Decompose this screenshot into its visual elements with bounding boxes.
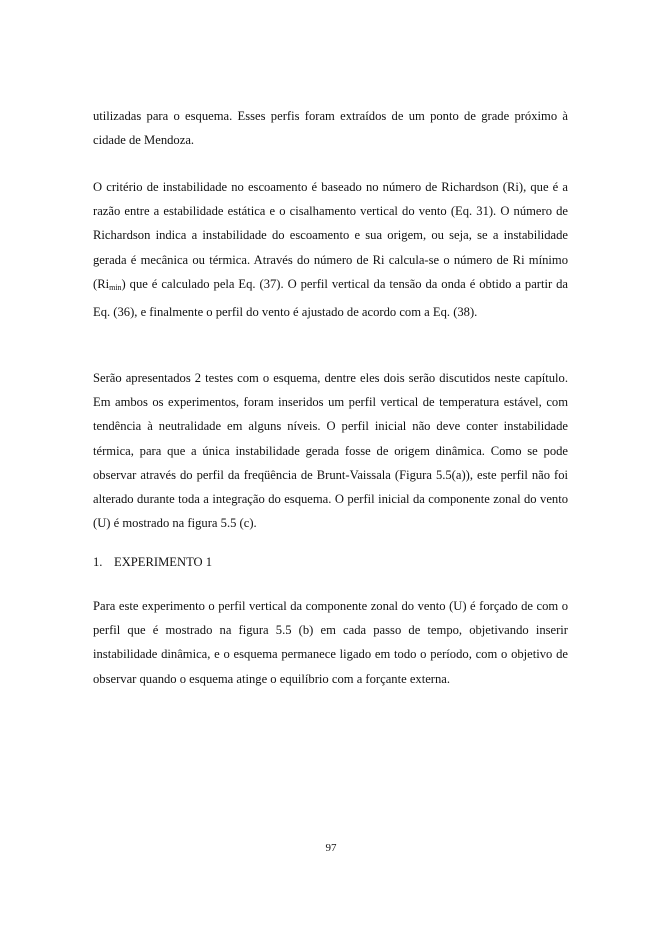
section-number: 1. [93, 555, 103, 569]
section-heading [93, 550, 212, 574]
paragraph-experiment-1 [93, 594, 568, 691]
paragraph-text: utilizadas para o esquema. Esses perfis foram extraídos de um ponto de grade próximo à cidade de Mendoza. [93, 109, 568, 148]
paragraph-mendoza-profiles [93, 104, 568, 152]
paragraph-text-part: ) que é calculado pela Eq. (37). O perfil vertical da tensão da onda é obtido a partir da Eq. (36), e finalmente o perfil do vento é ajustado de acordo com a Eq. (38). [93, 276, 568, 320]
paragraph-richardson-criterion [93, 175, 568, 324]
subscript-min: min [109, 282, 122, 292]
section-title: EXPERIMENTO 1 [114, 555, 213, 569]
paragraph-text: Serão apresentados 2 testes com o esquema, dentre eles dois serão discutidos neste capítulo. Em ambos os experimentos, foram inseridos um perfil vertical de temperatura estável, com tendência à neutralidade em alguns níveis. O perfil inicial não deve conter instabilidade térmica, para que a única instabilidade gerada fosse de origem dinâmica. Como se pode observar através do perfil da freqüência de Brunt-Vaissala (Figura 5.5(a)), este perfil não foi alterado durante toda a integração do esquema. O perfil inicial da componente zonal do vento (U) é mostrado na figura 5.5 (c). [93, 371, 568, 531]
paragraph-text-part: O critério de instabilidade no escoamento é baseado no número de Richardson (Ri), que é a razão entre a estabilidade estática e o cisalhamento vertical do vento (Eq. 31). O número de Richardson indica a instabilidade do escoamento e sua origem, ou seja, se a instabilidade gerada é mecânica ou térmica. Através do número de Ri calcula-se o número de Ri mínimo (Ri [93, 180, 568, 291]
paragraph-text: Para este experimento o perfil vertical da componente zonal do vento (U) é forçado de com o perfil que é mostrado na figura 5.5 (b) em cada passo de tempo, objetivando inserir instabilidade dinâmica, e o esquema permanece ligado em todo o período, com o objetivo de observar quando o esquema atinge o equilíbrio com a forçante externa. [93, 599, 568, 686]
page-number: 97 [325, 842, 337, 854]
paragraph-tests-description [93, 366, 568, 535]
